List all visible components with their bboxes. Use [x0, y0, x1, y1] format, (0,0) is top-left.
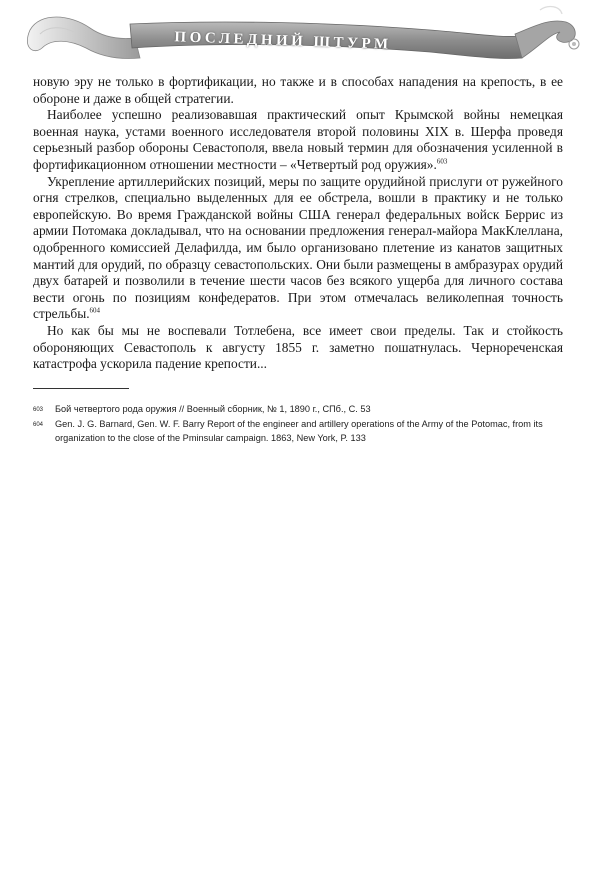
main-text	[33, 74, 563, 373]
paragraph-4: Но как бы мы не воспевали Тотлебена, все имеет свои пределы. Так и стойкость обороняющих Севастополь к августу 1855 г. заметно пошатнулась. Чернореченская катастрофа ускорила падение крепости...	[33, 322, 563, 372]
footnotes	[33, 402, 563, 445]
footnote-number: 604	[33, 422, 44, 428]
header-banner	[0, 0, 600, 78]
paragraph-1: новую эру не только в фортификации, но также и в способах нападения на крепость, в ее обороне и даже в общей стратегии.	[33, 74, 563, 106]
footnote-ref-604: 604	[89, 306, 101, 315]
paragraph-3	[33, 174, 563, 323]
footnote-number: 603	[33, 407, 44, 413]
paragraph-2	[33, 107, 563, 173]
footnote-text: Бой четвертого рода оружия // Военный сборник, № 1, 1890 г., СПб., С. 53	[55, 404, 371, 414]
chapter-title: ПОСЛЕДНИЙ ШТУРМ	[174, 28, 392, 53]
footnote	[33, 417, 563, 445]
footnote-ref-603: 603	[436, 157, 448, 166]
footnote-text: Gen. J. G. Barnard, Gen. W. F. Barry Report of the engineer and artillery operations of the Army of the Potomac, from its organization to the close of the Pminsular campaign. 1863, New York, P. 133	[55, 419, 543, 443]
paragraph-2-text: Наиболее успешно реализовавшая практический опыт Крымской войны немецкая военная наука, устами военного исследователя второй половины XIX в. Шерфа проведя серьезный разбор обороны Севастополя, ввела новый термин для обозначения усиленной в фортификационном отношении местности – «Четвертый род оружия».	[33, 107, 563, 172]
footnote-divider	[33, 388, 129, 389]
footnote	[33, 402, 563, 417]
paragraph-3-text: Укрепление артиллерийских позиций, меры по защите орудийной прислуги от ружейного огня стрелков, специально выделенных для ее обстрела, вошли в практику и не только европейскую. Во время Гражданской войны США генерал федеральных войск Беррис из армии Потомака докладывал, что на основании предложения генерал-майора МакКлеллана, одобренного комиссией Делафилда, им было организовано плетение из канатов защитных мантий для орудий, по образцу севастопольских. Они были размещены в амбразурах орудий двух батарей и позволили в течение шести часов без всякого ущерба для личного состава вести огонь по позициям конфедератов. При этом отмечалась великолепная точность стрельбы.	[33, 173, 563, 322]
